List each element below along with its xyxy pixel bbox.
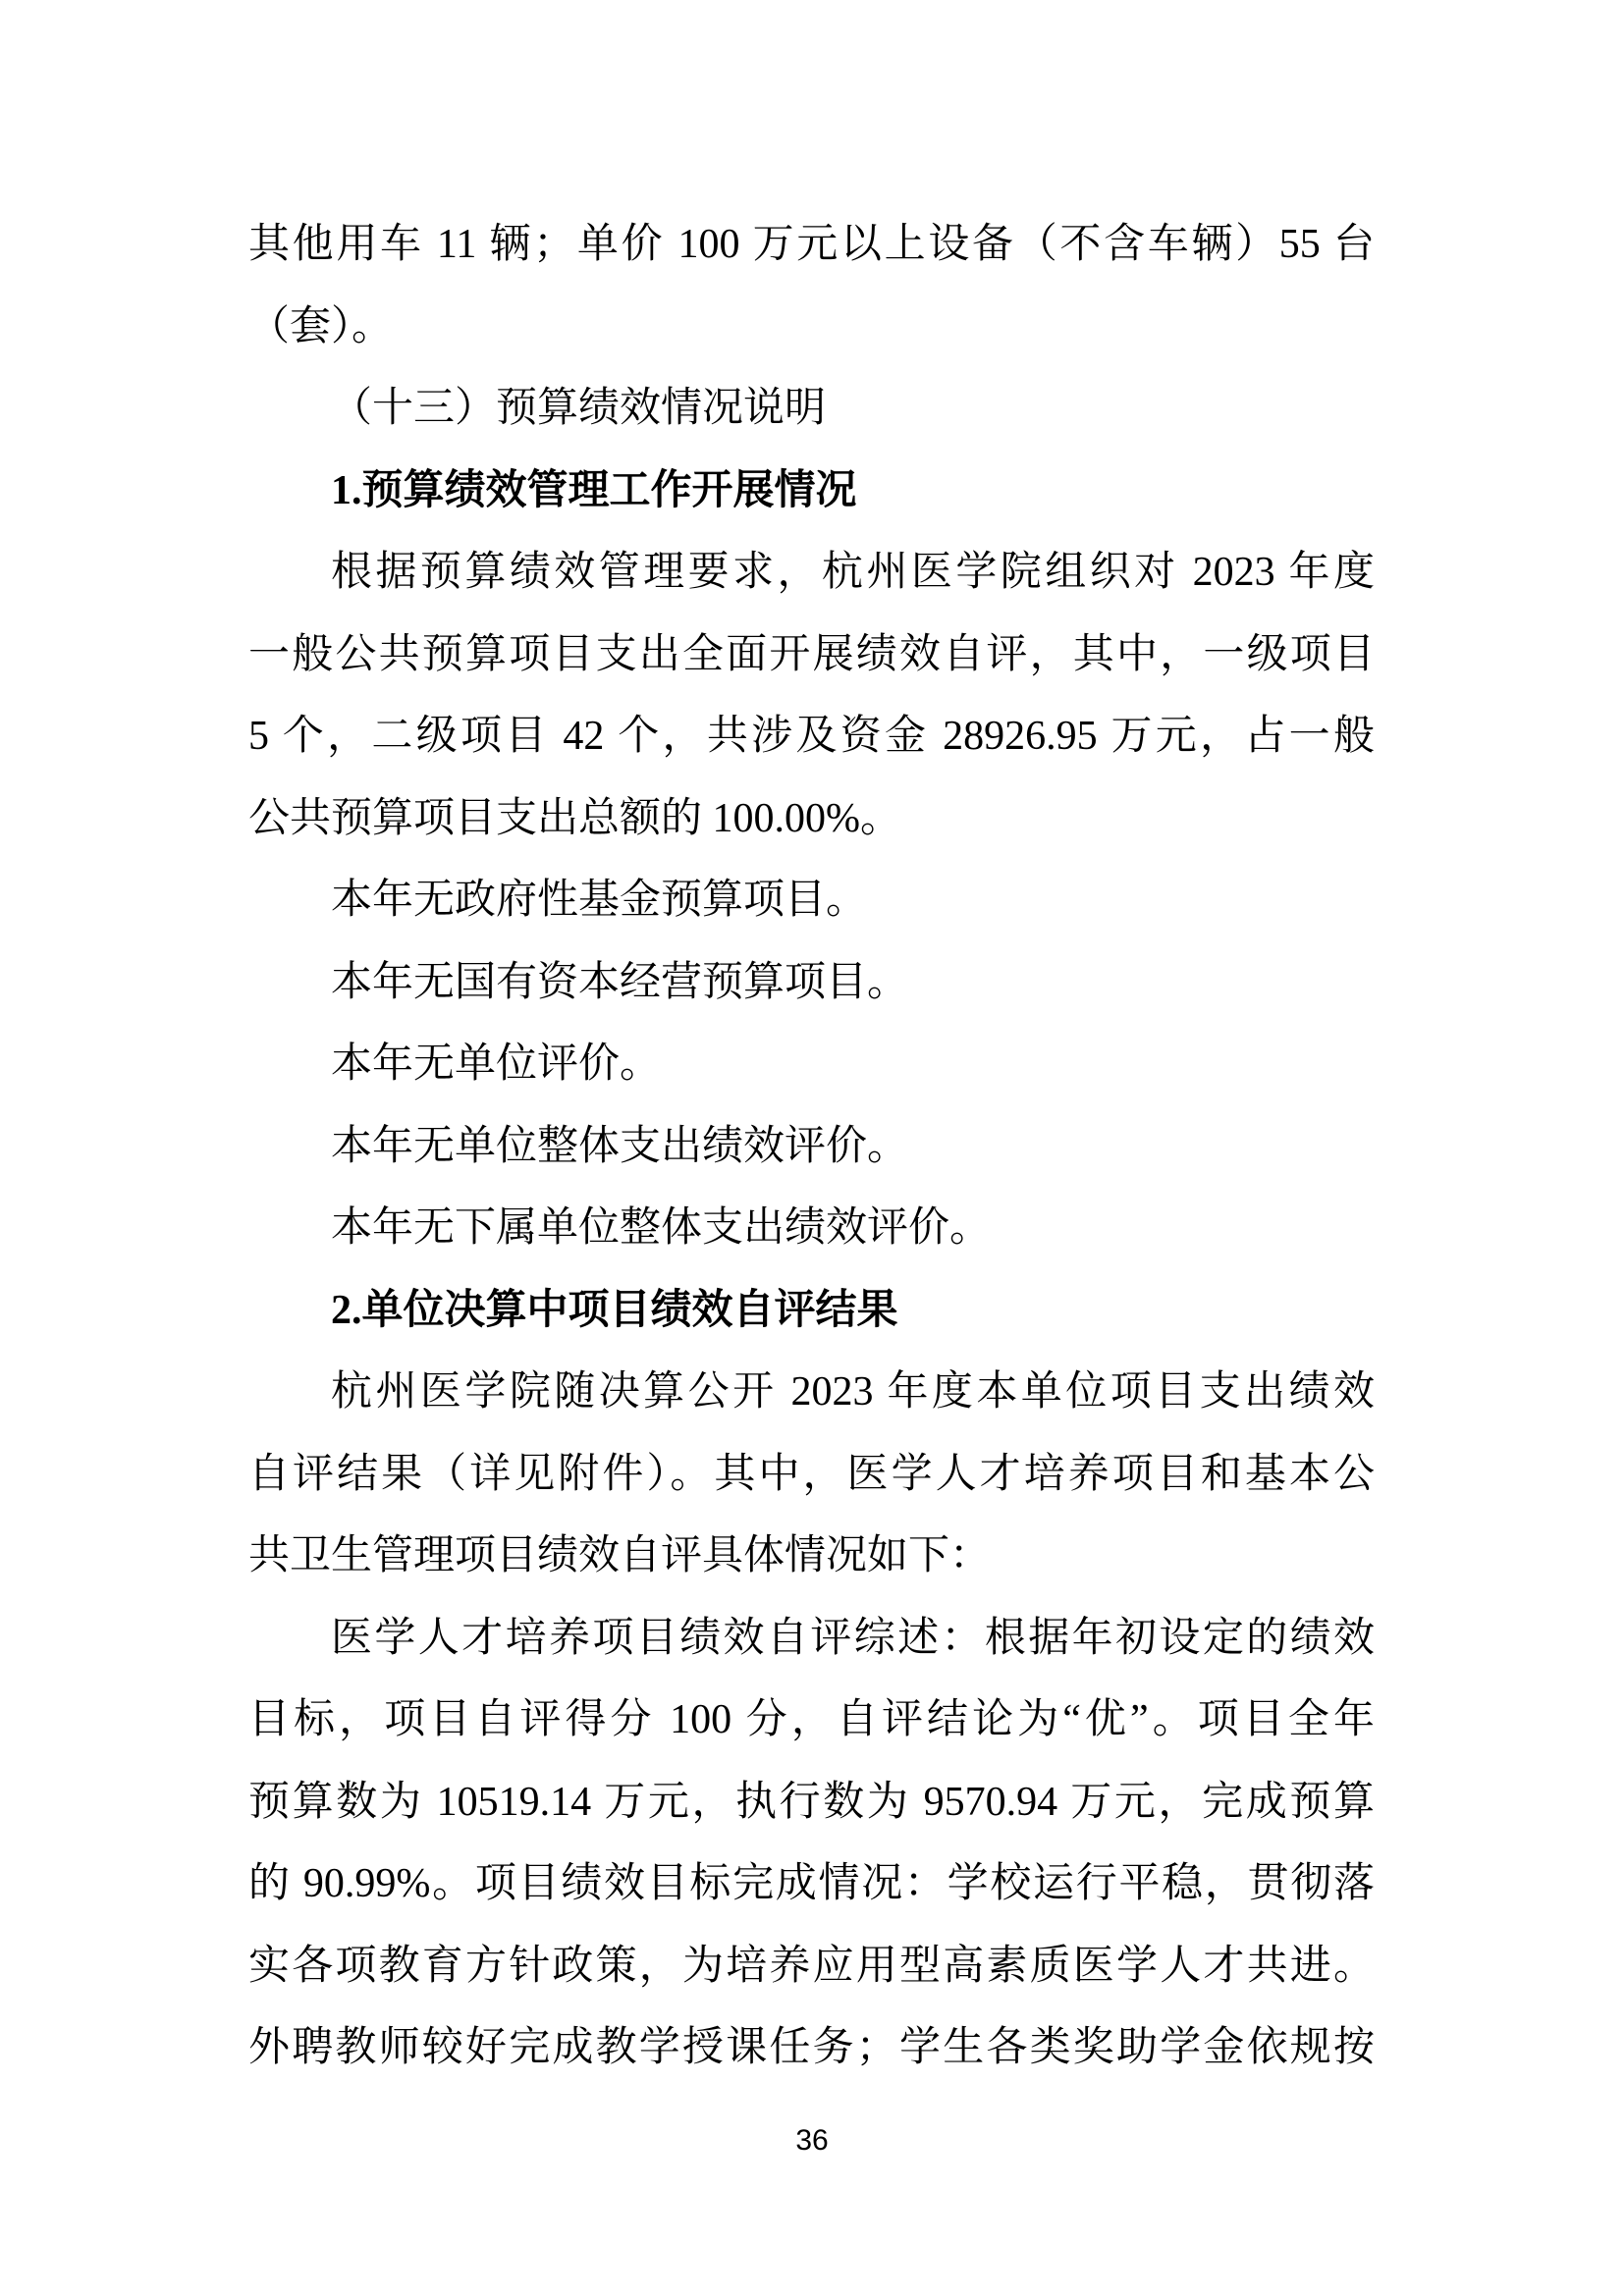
page-number: 36 (795, 2124, 829, 2157)
text-line: 医学人才培养项目绩效自评综述：根据年初设定的绩效 (331, 1615, 1375, 1661)
heading-line: 1.预算绩效管理工作开展情况 (331, 467, 857, 513)
text-line: 5 个，二级项目 42 个，共涉及资金 28926.95 万元，占一般 (248, 714, 1375, 759)
text-line: 实各项教育方针政策，为培养应用型高素质医学人才共进。 (248, 1943, 1375, 1989)
text-line: 其他用车 11 辆；单价 100 万元以上设备（不含车辆）55 台 (248, 222, 1375, 267)
text-line: 本年无国有资本经营预算项目。 (331, 959, 909, 1005)
heading-line: 2.单位决算中项目绩效自评结果 (331, 1287, 898, 1333)
text-line: 本年无单位整体支出绩效评价。 (331, 1123, 909, 1169)
text-line: 自评结果（详见附件）。其中，医学人才培养项目和基本公 (248, 1451, 1375, 1497)
text-line: 外聘教师较好完成教学授课任务；学生各类奖助学金依规按 (248, 2025, 1375, 2070)
text-line: 一般公共预算项目支出全面开展绩效自评，其中，一级项目 (248, 631, 1375, 677)
text-line: 本年无单位评价。 (331, 1041, 662, 1087)
text-line: 根据预算绩效管理要求，杭州医学院组织对 2023 年度 (331, 550, 1375, 595)
heading-line: （十三）预算绩效情况说明 (331, 386, 827, 431)
text-line: 公共预算项目支出总额的 100.00%。 (248, 795, 901, 841)
text-line: 本年无下属单位整体支出绩效评价。 (331, 1205, 992, 1251)
document-body (248, 204, 1375, 2090)
text-line: 预算数为 10519.14 万元，执行数为 9570.94 万元，完成预算 (248, 1779, 1375, 1825)
text-line: 的 90.99%。项目绩效目标完成情况：学校运行平稳，贯彻落 (248, 1861, 1375, 1906)
text-line: （套）。 (248, 303, 394, 349)
text-line: 杭州医学院随决算公开 2023 年度本单位项目支出绩效 (331, 1369, 1375, 1415)
text-line: 目标，项目自评得分 100 分，自评结论为“优”。项目全年 (248, 1697, 1375, 1742)
text-line: 共卫生管理项目绩效自评具体情况如下： (248, 1533, 992, 1578)
text-line: 本年无政府性基金预算项目。 (331, 878, 868, 923)
